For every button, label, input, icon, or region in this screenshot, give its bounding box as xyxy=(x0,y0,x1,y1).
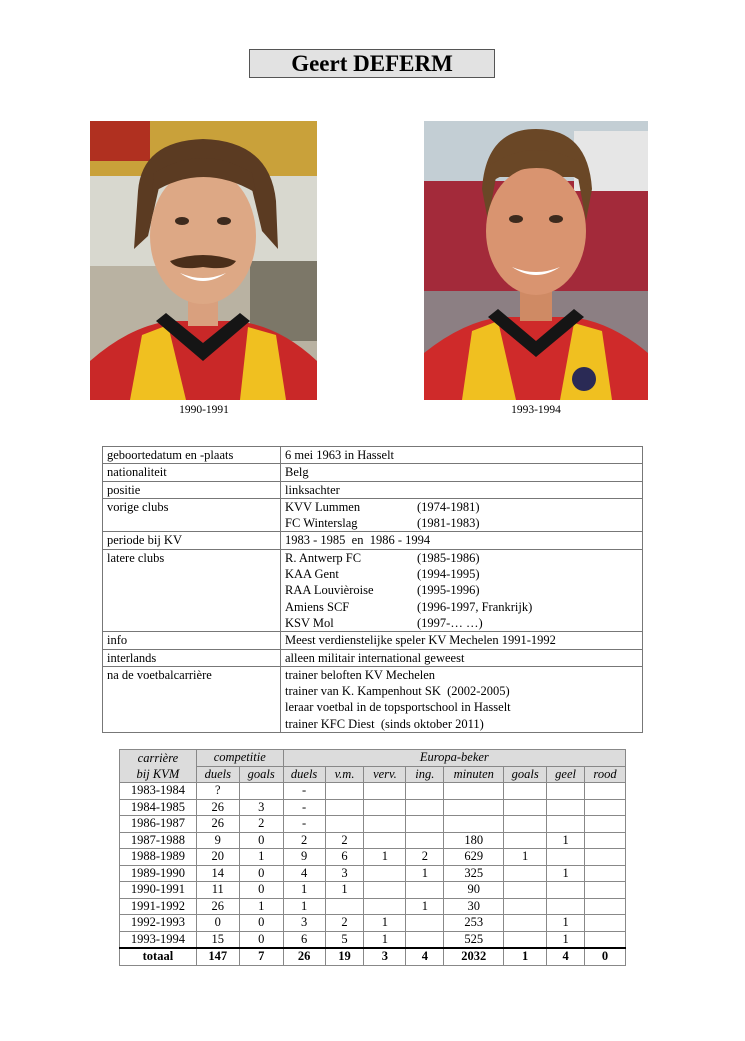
club-name: KAA Gent xyxy=(285,567,339,582)
player-photo-1990 xyxy=(90,121,317,400)
stats-cell-eu-ing xyxy=(406,832,444,849)
stats-cell-comp-goals: 0 xyxy=(239,882,283,899)
stats-cell-eu-red xyxy=(585,931,626,948)
column-header-comp-goals: goals xyxy=(239,766,283,783)
info-row-birth xyxy=(103,447,643,464)
stats-cell-eu-red xyxy=(585,882,626,899)
stats-cell-eu-red xyxy=(585,783,626,800)
club-name: RAA Louvièroise xyxy=(285,583,374,598)
stats-cell-eu-goals xyxy=(504,832,547,849)
club-name: FC Winterslag xyxy=(285,516,358,531)
stats-cell-comp-duels: 26 xyxy=(196,816,239,833)
stats-cell-comp-duels: 0 xyxy=(196,915,239,932)
stats-cell-eu-vm: 1 xyxy=(325,882,364,899)
info-value xyxy=(281,666,643,732)
info-row-later-clubs xyxy=(103,549,643,631)
stats-cell-eu-vm xyxy=(325,799,364,816)
stats-cell-comp-goals: 0 xyxy=(239,931,283,948)
total-cell-eu-vm: 19 xyxy=(325,948,364,965)
total-cell-eu-duels: 26 xyxy=(283,948,325,965)
club-years: (1994-1995) xyxy=(417,567,480,582)
stats-row xyxy=(120,849,626,866)
stats-cell-eu-vm: 3 xyxy=(325,865,364,882)
photo-caption-1: 1990-1991 xyxy=(179,404,229,416)
stats-cell-comp-goals: 2 xyxy=(239,816,283,833)
stats-cell-comp-goals: 3 xyxy=(239,799,283,816)
stats-cell-eu-yellow: 1 xyxy=(547,915,585,932)
stats-cell-eu-verv: 1 xyxy=(364,931,406,948)
stats-cell-eu-goals xyxy=(504,865,547,882)
stats-cell-eu-red xyxy=(585,832,626,849)
club-entry xyxy=(285,515,638,531)
stats-cell-eu-goals xyxy=(504,799,547,816)
column-header-comp-duels: duels xyxy=(196,766,239,783)
stats-cell-eu-red xyxy=(585,898,626,915)
stats-cell-eu-yellow: 1 xyxy=(547,865,585,882)
stats-row xyxy=(120,882,626,899)
club-years: (1985-1986) xyxy=(417,550,480,565)
stats-cell-eu-duels: - xyxy=(283,783,325,800)
stats-cell-eu-verv: 1 xyxy=(364,849,406,866)
stats-cell-eu-verv xyxy=(364,898,406,915)
column-header-eu-vm: v.m. xyxy=(325,766,364,783)
stats-total-row xyxy=(120,948,626,965)
stats-row xyxy=(120,898,626,915)
stats-cell-eu-minutes: 525 xyxy=(444,931,504,948)
info-value: Belg xyxy=(281,464,643,481)
stats-cell-eu-yellow: 1 xyxy=(547,832,585,849)
after-career-line: leraar voetbal in de topsportschool in Hasselt xyxy=(285,700,511,715)
stats-cell-eu-minutes xyxy=(444,783,504,800)
stats-cell-eu-red xyxy=(585,816,626,833)
stats-cell-comp-duels: 14 xyxy=(196,865,239,882)
club-name: KVV Lummen xyxy=(285,499,361,514)
info-label: info xyxy=(103,632,281,649)
stats-column-header xyxy=(120,766,626,783)
info-value: 6 mei 1963 in Hasselt xyxy=(281,447,643,464)
stats-cell-eu-minutes: 325 xyxy=(444,865,504,882)
stats-cell-season: 1989-1990 xyxy=(120,865,197,882)
stats-row xyxy=(120,816,626,833)
club-years: (1981-1983) xyxy=(417,516,480,531)
stats-cell-eu-red xyxy=(585,865,626,882)
info-value: alleen militair international geweest xyxy=(281,649,643,666)
stats-cell-eu-ing xyxy=(406,882,444,899)
stats-cell-eu-duels: 1 xyxy=(283,898,325,915)
stats-cell-eu-verv: 1 xyxy=(364,915,406,932)
stats-cell-eu-ing: 2 xyxy=(406,849,444,866)
stats-cell-eu-minutes: 30 xyxy=(444,898,504,915)
stats-cell-eu-duels: - xyxy=(283,816,325,833)
stats-cell-comp-goals xyxy=(239,783,283,800)
stats-cell-comp-duels: 11 xyxy=(196,882,239,899)
stats-cell-eu-duels: 6 xyxy=(283,931,325,948)
stats-cell-season: 1993-1994 xyxy=(120,931,197,948)
player-info-table xyxy=(102,446,643,733)
stats-cell-season: 1991-1992 xyxy=(120,898,197,915)
info-label: nationaliteit xyxy=(103,464,281,481)
total-cell-comp-goals: 7 xyxy=(239,948,283,965)
header-career: carrière xyxy=(120,750,197,767)
column-header-eu-red: rood xyxy=(585,766,626,783)
stats-cell-eu-verv xyxy=(364,832,406,849)
stats-row xyxy=(120,865,626,882)
info-label: periode bij KV xyxy=(103,532,281,549)
stats-cell-comp-duels: 26 xyxy=(196,799,239,816)
stats-cell-eu-minutes xyxy=(444,816,504,833)
stats-cell-eu-yellow xyxy=(547,882,585,899)
club-name: KSV Mol xyxy=(285,615,334,630)
stats-cell-eu-yellow xyxy=(547,799,585,816)
column-header-eu-ing: ing. xyxy=(406,766,444,783)
stats-cell-season: 1988-1989 xyxy=(120,849,197,866)
stats-cell-eu-yellow xyxy=(547,816,585,833)
stats-cell-comp-goals: 1 xyxy=(239,898,283,915)
column-header-eu-goals: goals xyxy=(504,766,547,783)
stats-cell-comp-goals: 1 xyxy=(239,849,283,866)
stats-cell-season: 1984-1985 xyxy=(120,799,197,816)
info-label: geboortedatum en -plaats xyxy=(103,447,281,464)
info-label: na de voetbalcarrière xyxy=(103,666,281,732)
stats-cell-eu-ing xyxy=(406,816,444,833)
page-title: Geert DEFERM xyxy=(249,49,495,78)
total-cell-eu-yellow: 4 xyxy=(547,948,585,965)
stats-cell-season: 1983-1984 xyxy=(120,783,197,800)
stats-row xyxy=(120,832,626,849)
stats-cell-eu-ing xyxy=(406,799,444,816)
stats-cell-eu-duels: 9 xyxy=(283,849,325,866)
stats-cell-season: 1987-1988 xyxy=(120,832,197,849)
stats-cell-eu-goals xyxy=(504,931,547,948)
stats-cell-eu-verv xyxy=(364,799,406,816)
stats-cell-eu-vm: 2 xyxy=(325,915,364,932)
stats-cell-eu-red xyxy=(585,849,626,866)
total-cell-comp-duels: 147 xyxy=(196,948,239,965)
info-value xyxy=(281,498,643,532)
stats-cell-eu-goals xyxy=(504,915,547,932)
stats-cell-eu-ing: 1 xyxy=(406,865,444,882)
stats-cell-comp-goals: 0 xyxy=(239,832,283,849)
stats-cell-comp-duels: 20 xyxy=(196,849,239,866)
stats-cell-eu-verv xyxy=(364,882,406,899)
club-entry xyxy=(285,566,638,582)
stats-cell-eu-duels: 1 xyxy=(283,882,325,899)
info-row-period xyxy=(103,532,643,549)
career-stats-table xyxy=(119,749,626,966)
photo-caption-2: 1993-1994 xyxy=(511,404,561,416)
info-value: linksachter xyxy=(281,481,643,498)
stats-cell-eu-minutes: 180 xyxy=(444,832,504,849)
after-career-line: trainer beloften KV Mechelen xyxy=(285,667,436,682)
total-cell-eu-minutes: 2032 xyxy=(444,948,504,965)
after-career-line: trainer KFC Diest (sinds oktober 2011) xyxy=(285,716,484,731)
stats-cell-eu-goals xyxy=(504,898,547,915)
stats-cell-eu-ing: 1 xyxy=(406,898,444,915)
info-label: interlands xyxy=(103,649,281,666)
stats-cell-eu-vm xyxy=(325,783,364,800)
club-entry xyxy=(285,499,638,515)
total-cell-eu-red: 0 xyxy=(585,948,626,965)
stats-cell-eu-minutes xyxy=(444,799,504,816)
club-entry xyxy=(285,599,638,615)
stats-cell-eu-yellow: 1 xyxy=(547,931,585,948)
stats-cell-eu-vm xyxy=(325,816,364,833)
stats-cell-eu-ing xyxy=(406,783,444,800)
after-career-line: trainer van K. Kampenhout SK (2002-2005) xyxy=(285,684,510,699)
stats-cell-eu-yellow xyxy=(547,898,585,915)
stats-cell-eu-duels: 2 xyxy=(283,832,325,849)
stats-cell-comp-duels: ? xyxy=(196,783,239,800)
club-years: (1995-1996) xyxy=(417,583,480,598)
stats-cell-eu-vm: 5 xyxy=(325,931,364,948)
stats-cell-eu-duels: - xyxy=(283,799,325,816)
info-label: positie xyxy=(103,481,281,498)
info-value: 1983 - 1985 en 1986 - 1994 xyxy=(281,532,643,549)
stats-cell-eu-yellow xyxy=(547,849,585,866)
stats-cell-comp-duels: 9 xyxy=(196,832,239,849)
column-header-eu-verv: verv. xyxy=(364,766,406,783)
header-competition: competitie xyxy=(196,750,283,767)
stats-cell-eu-minutes: 253 xyxy=(444,915,504,932)
total-cell-eu-goals: 1 xyxy=(504,948,547,965)
stats-row xyxy=(120,799,626,816)
stats-cell-eu-verv xyxy=(364,783,406,800)
info-row-position xyxy=(103,481,643,498)
stats-row xyxy=(120,915,626,932)
stats-cell-eu-yellow xyxy=(547,783,585,800)
club-entry xyxy=(285,615,638,631)
stats-cell-eu-goals xyxy=(504,816,547,833)
total-cell-season: totaal xyxy=(120,948,197,965)
info-label: vorige clubs xyxy=(103,498,281,532)
column-header-season: bij KVM xyxy=(120,766,197,783)
stats-cell-comp-goals: 0 xyxy=(239,915,283,932)
info-value: Meest verdienstelijke speler KV Mechelen 1991-1992 xyxy=(281,632,643,649)
stats-cell-eu-verv xyxy=(364,865,406,882)
stats-cell-season: 1990-1991 xyxy=(120,882,197,899)
club-years: (1996-1997, Frankrijk) xyxy=(417,599,533,614)
stats-row xyxy=(120,931,626,948)
stats-cell-eu-vm: 2 xyxy=(325,832,364,849)
info-row-previous-clubs xyxy=(103,498,643,532)
club-entry xyxy=(285,550,638,566)
stats-cell-eu-duels: 3 xyxy=(283,915,325,932)
stats-cell-season: 1986-1987 xyxy=(120,816,197,833)
stats-group-header xyxy=(120,750,626,767)
player-photo-1993 xyxy=(424,121,648,400)
info-label: latere clubs xyxy=(103,549,281,631)
stats-cell-comp-duels: 15 xyxy=(196,931,239,948)
info-row-after-career xyxy=(103,666,643,732)
stats-cell-eu-vm: 6 xyxy=(325,849,364,866)
stats-cell-eu-red xyxy=(585,915,626,932)
stats-cell-season: 1992-1993 xyxy=(120,915,197,932)
stats-cell-eu-verv xyxy=(364,816,406,833)
column-header-eu-duels: duels xyxy=(283,766,325,783)
stats-cell-eu-minutes: 629 xyxy=(444,849,504,866)
stats-cell-eu-goals xyxy=(504,783,547,800)
info-row-nationality xyxy=(103,464,643,481)
stats-row xyxy=(120,783,626,800)
column-header-eu-yellow: geel xyxy=(547,766,585,783)
stats-cell-eu-goals: 1 xyxy=(504,849,547,866)
stats-cell-eu-ing xyxy=(406,915,444,932)
stats-cell-eu-goals xyxy=(504,882,547,899)
stats-cell-eu-ing xyxy=(406,931,444,948)
stats-cell-comp-duels: 26 xyxy=(196,898,239,915)
club-entry xyxy=(285,582,638,598)
stats-cell-eu-duels: 4 xyxy=(283,865,325,882)
club-years: (1997-… …) xyxy=(417,615,483,630)
total-cell-eu-verv: 3 xyxy=(364,948,406,965)
header-europe: Europa-beker xyxy=(283,750,625,767)
column-header-eu-minutes: minuten xyxy=(444,766,504,783)
info-row-caps xyxy=(103,649,643,666)
stats-cell-eu-red xyxy=(585,799,626,816)
stats-cell-eu-vm xyxy=(325,898,364,915)
club-name: Amiens SCF xyxy=(285,599,350,614)
total-cell-eu-ing: 4 xyxy=(406,948,444,965)
info-row-extra xyxy=(103,632,643,649)
stats-cell-eu-minutes: 90 xyxy=(444,882,504,899)
info-value xyxy=(281,549,643,631)
stats-cell-comp-goals: 0 xyxy=(239,865,283,882)
club-name: R. Antwerp FC xyxy=(285,550,362,565)
club-years: (1974-1981) xyxy=(417,499,480,514)
